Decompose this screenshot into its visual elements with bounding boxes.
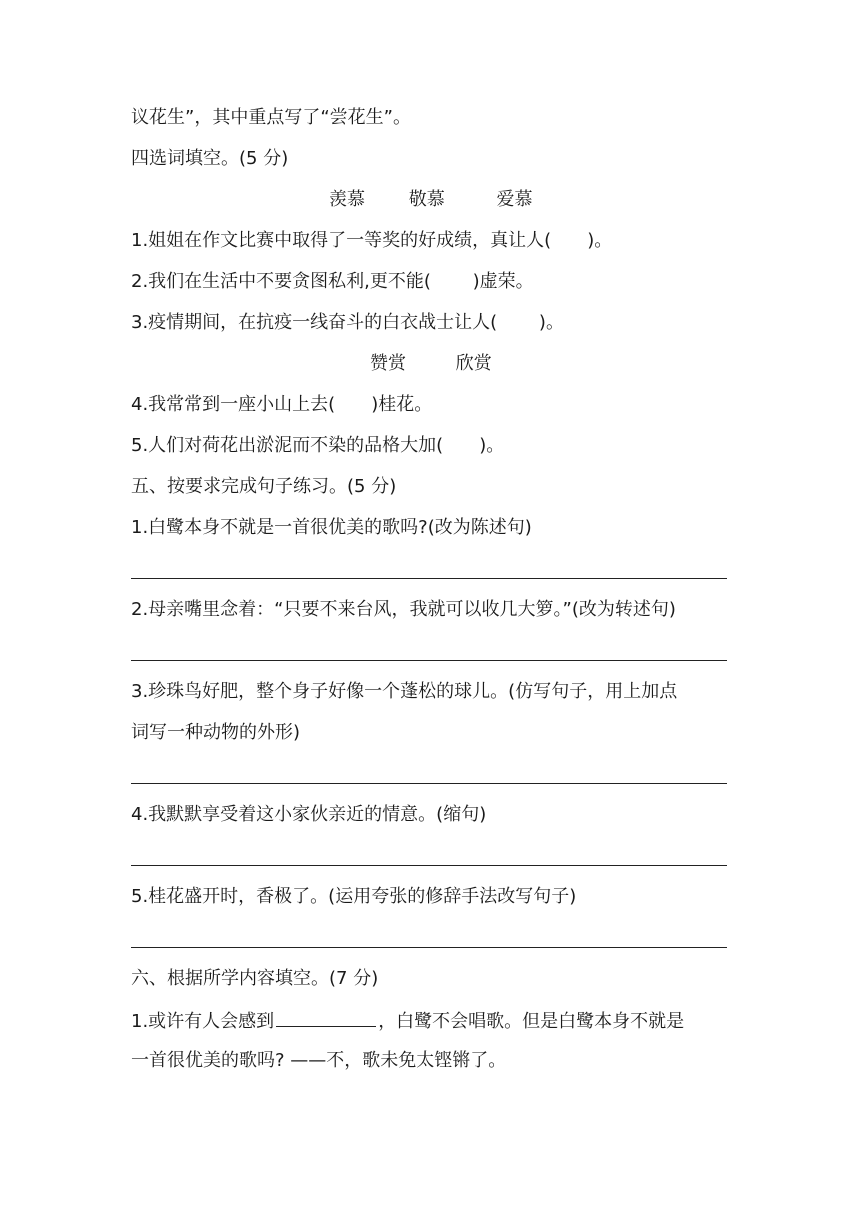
word-bank-1-item: 敬慕 <box>408 189 445 210</box>
word-bank-2-item: 赞赏 <box>370 353 406 374</box>
word-bank-1 <box>329 188 532 212</box>
answer-line <box>131 783 727 784</box>
question-6-1-suffix: ，白鹭不会唱歌。但是白鹭本身不就是 <box>378 1011 685 1032</box>
question-4-3: 3.疫情期间，在抗疫一线奋斗的白衣战士让人( )。 <box>131 312 564 333</box>
question-6-1-prefix: 1.或许有人会感到 <box>131 1011 275 1032</box>
question-5-5: 5.桂花盛开时，香极了。(运用夸张的修辞手法改写句子) <box>131 886 577 907</box>
word-bank-1-item: 羡慕 <box>329 189 365 210</box>
answer-line <box>131 578 727 579</box>
question-5-2: 2.母亲嘴里念着：“只要不来台风，我就可以收几大箩。”(改为转述句) <box>131 599 676 620</box>
question-4-5: 5.人们对荷花出淤泥而不染的品格大加( )。 <box>131 435 505 456</box>
carry-over-line: 议花生”，其中重点写了“尝花生”。 <box>131 107 411 128</box>
word-bank-2-item: 欣赏 <box>455 353 492 374</box>
word-bank-1-item: 爱慕 <box>496 189 533 210</box>
question-5-3-line-1: 3.珍珠鸟好肥，整个身子好像一个蓬松的球儿。(仿写句子，用上加点 <box>131 681 678 702</box>
answer-line <box>131 865 727 866</box>
question-6-1-line-1 <box>131 1008 684 1034</box>
answer-line <box>131 660 727 661</box>
section-4-title: 四选词填空。(5 分) <box>131 148 289 169</box>
question-5-1: 1.白鹭本身不就是一首很优美的歌吗?(改为陈述句) <box>131 517 532 538</box>
question-4-4: 4.我常常到一座小山上去( )桂花。 <box>131 394 433 415</box>
answer-line <box>131 947 727 948</box>
section-6-title: 六、根据所学内容填空。(7 分) <box>131 968 379 989</box>
question-5-3-line-2: 词写一种动物的外形) <box>131 722 301 743</box>
fill-blank <box>276 1008 376 1027</box>
section-5-title: 五、按要求完成句子练习。(5 分) <box>131 476 397 497</box>
word-bank-2 <box>370 352 492 376</box>
question-4-1: 1.姐姐在作文比赛中取得了一等奖的好成绩，真让人( )。 <box>131 230 613 251</box>
question-6-1-line-2: 一首很优美的歌吗? ——不，歌未免太铿锵了。 <box>131 1050 507 1071</box>
question-4-2: 2.我们在生活中不要贪图私利,更不能( )虚荣。 <box>131 271 534 292</box>
question-5-4: 4.我默默享受着这小家伙亲近的情意。(缩句) <box>131 804 487 825</box>
